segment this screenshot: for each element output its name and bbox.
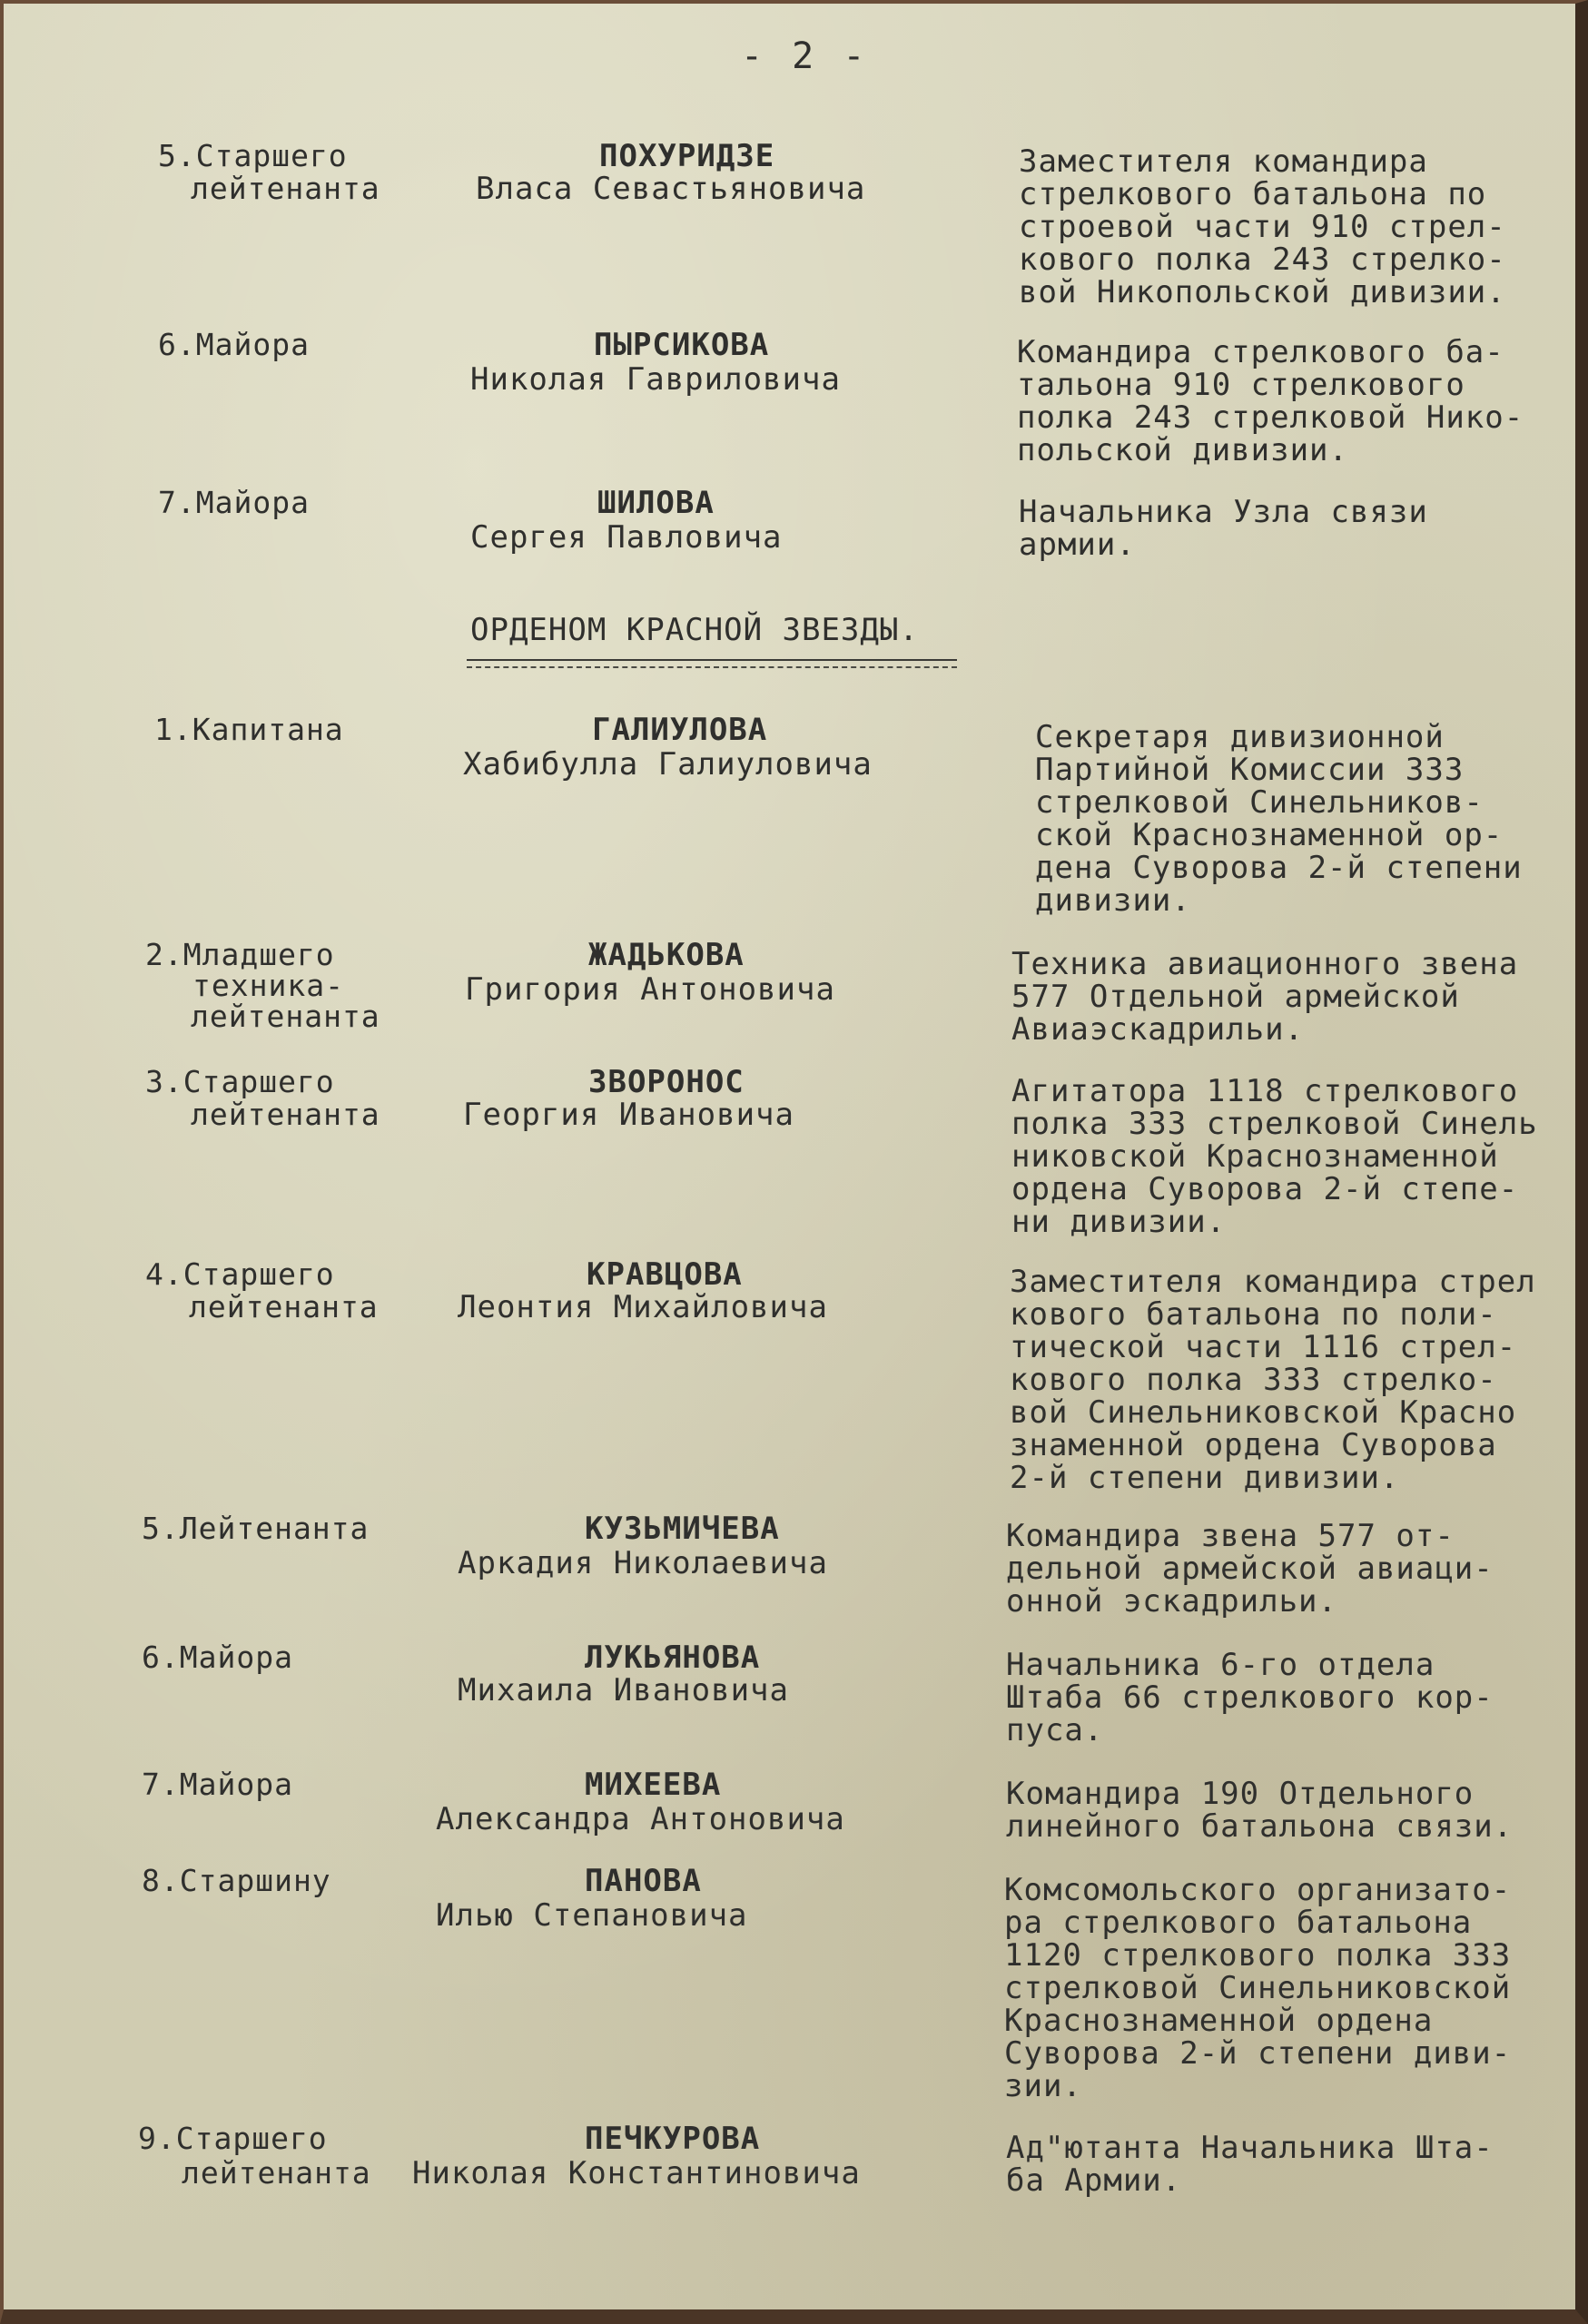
entry-position: стрелкового батальона по bbox=[1019, 176, 1487, 212]
entry-surname: ПОХУРИДЗЕ bbox=[599, 138, 775, 174]
entry-position: линейного батальона связи. bbox=[1006, 1808, 1514, 1845]
entry-position: Командира звена 577 от- bbox=[1006, 1518, 1455, 1554]
entry-surname: ЗВОРОНОС bbox=[588, 1064, 745, 1100]
entry-given-name: Николая Константиновича bbox=[412, 2155, 861, 2191]
entry-position: кового полка 333 стрелко- bbox=[1010, 1362, 1497, 1398]
entry-position: Командира 190 Отдельного bbox=[1006, 1776, 1475, 1812]
entry-rank: 6.Майора bbox=[158, 327, 310, 362]
entry-position: тической части 1116 стрел- bbox=[1010, 1329, 1517, 1365]
entry-position: зии. bbox=[1004, 2068, 1082, 2104]
entry-given-name: Леонтия Михайловича bbox=[458, 1289, 828, 1325]
entry-position: Техника авиационного звена bbox=[1011, 946, 1519, 982]
entry-rank: лейтенанта bbox=[189, 1289, 379, 1324]
entry-position: ордена Суворова 2-й степе- bbox=[1011, 1171, 1519, 1207]
entry-position: Агитатора 1118 стрелкового bbox=[1011, 1073, 1519, 1109]
entry-given-name: Григория Антоновича bbox=[465, 971, 835, 1008]
entry-surname: МИХЕЕВА bbox=[585, 1767, 722, 1803]
entry-rank: 8.Старшину bbox=[142, 1863, 331, 1898]
entry-rank: 5.Лейтенанта bbox=[142, 1511, 370, 1546]
entry-surname: ЖАДЬКОВА bbox=[588, 937, 745, 973]
entry-rank: 7.Майора bbox=[158, 485, 310, 520]
entry-surname: ПАНОВА bbox=[585, 1863, 702, 1899]
heading-underline bbox=[467, 666, 957, 668]
entry-position: 1120 стрелкового полка 333 bbox=[1004, 1937, 1512, 1974]
entry-position: Партийной Комиссии 333 bbox=[1035, 752, 1465, 788]
entry-rank: 5.Старшего bbox=[158, 138, 348, 173]
entry-position: полка 333 стрелковой Синель bbox=[1011, 1106, 1538, 1142]
entry-given-name: Илью Степановича bbox=[436, 1897, 748, 1934]
entry-position: Авиаэскадрильи. bbox=[1011, 1011, 1305, 1048]
entry-position: Секретаря дивизионной bbox=[1035, 719, 1445, 755]
entry-given-name: Аркадия Николаевича bbox=[458, 1545, 828, 1581]
entry-surname: КУЗЬМИЧЕВА bbox=[585, 1511, 780, 1547]
entry-rank: 6.Майора bbox=[142, 1640, 293, 1675]
entry-position: Суворова 2-й степени диви- bbox=[1004, 2035, 1512, 2072]
entry-position: польской дивизии. bbox=[1017, 432, 1348, 468]
entry-position: Заместителя командира стрел bbox=[1010, 1264, 1536, 1300]
entry-position: стрелковой Синельниковской bbox=[1004, 1970, 1512, 2006]
entry-given-name: Александра Антоновича bbox=[436, 1801, 845, 1837]
entry-position: ра стрелкового батальона bbox=[1004, 1905, 1473, 1941]
entry-surname: ПЕЧКУРОВА bbox=[585, 2121, 761, 2157]
entry-given-name: Николая Гавриловича bbox=[470, 361, 841, 398]
entry-position: Начальника Узла связи bbox=[1019, 494, 1428, 530]
entry-surname: ЛУКЬЯНОВА bbox=[585, 1640, 761, 1676]
entry-position: кового полка 243 стрелко- bbox=[1019, 241, 1506, 278]
entry-position: Командира стрелкового ба- bbox=[1017, 334, 1504, 370]
entry-rank: 9.Старшего bbox=[138, 2121, 328, 2156]
entry-rank: лейтенанта bbox=[182, 2155, 371, 2191]
entry-position: дивизии. bbox=[1035, 882, 1191, 919]
entry-rank: 3.Старшего bbox=[145, 1064, 335, 1099]
entry-rank: 1.Капитана bbox=[154, 712, 344, 747]
entry-position: армии. bbox=[1019, 527, 1136, 563]
entry-position: никовской Краснознаменной bbox=[1011, 1138, 1499, 1175]
entry-position: 577 Отдельной армейской bbox=[1011, 979, 1460, 1015]
entry-surname: ГАЛИУЛОВА bbox=[592, 712, 768, 748]
entry-position: ни дивизии. bbox=[1011, 1204, 1227, 1240]
entry-position: Ад"ютанта Начальника Шта- bbox=[1006, 2130, 1494, 2166]
entry-position: Заместителя командира bbox=[1019, 143, 1428, 180]
entry-surname: КРАВЦОВА bbox=[587, 1256, 743, 1293]
entry-position: стрелковой Синельников- bbox=[1035, 784, 1484, 821]
entry-position: вой Синельниковской Красно bbox=[1010, 1394, 1517, 1431]
entry-given-name: Георгия Ивановича bbox=[463, 1097, 794, 1133]
entry-rank: лейтенанта bbox=[191, 171, 380, 206]
entry-position: Начальника 6-го отдела bbox=[1006, 1647, 1435, 1683]
entry-rank: 4.Старшего bbox=[145, 1256, 335, 1292]
entry-surname: ПЫРСИКОВА bbox=[594, 327, 770, 363]
entry-position: ской Краснознаменной ор- bbox=[1035, 817, 1504, 853]
entry-position: пуса. bbox=[1006, 1712, 1104, 1748]
entry-position: знаменной ордена Суворова bbox=[1010, 1427, 1497, 1463]
page-number: - 2 - bbox=[741, 35, 869, 77]
entry-position: Комсомольского организато- bbox=[1004, 1872, 1512, 1908]
entry-position: дельной армейской авиаци- bbox=[1006, 1551, 1494, 1587]
entry-position: вой Никопольской дивизии. bbox=[1019, 274, 1506, 310]
entry-rank: лейтенанта bbox=[191, 1097, 380, 1132]
entry-given-name: Сергея Павловича bbox=[470, 519, 783, 556]
entry-position: ба Армии. bbox=[1006, 2162, 1182, 2199]
heading-underline bbox=[467, 659, 957, 661]
entry-position: кового батальона по поли- bbox=[1010, 1296, 1497, 1333]
entry-rank: лейтенанта bbox=[191, 999, 380, 1034]
entry-position: Штаба 66 стрелкового кор- bbox=[1006, 1679, 1494, 1716]
entry-position: дена Суворова 2-й степени bbox=[1035, 850, 1523, 886]
entry-given-name: Михаила Ивановича bbox=[458, 1672, 789, 1709]
entry-rank: 2.Младшего bbox=[145, 937, 335, 972]
entry-position: 2-й степени дивизии. bbox=[1010, 1460, 1400, 1496]
entry-position: онной эскадрильи. bbox=[1006, 1583, 1337, 1620]
section-heading: ОРДЕНОМ КРАСНОЙ ЗВЕЗДЫ. bbox=[470, 612, 919, 648]
entry-surname: ШИЛОВА bbox=[597, 485, 715, 521]
entry-rank: техника- bbox=[192, 968, 344, 1003]
entry-position: Краснознаменной ордена bbox=[1004, 2003, 1434, 2039]
entry-position: полка 243 стрелковой Нико- bbox=[1017, 399, 1524, 436]
entry-position: строевой части 910 стрел- bbox=[1019, 209, 1506, 245]
entry-given-name: Хабибулла Галиуловича bbox=[463, 746, 873, 783]
entry-rank: 7.Майора bbox=[142, 1767, 293, 1802]
entry-given-name: Власа Севастьяновича bbox=[476, 171, 866, 207]
entry-position: тальона 910 стрелкового bbox=[1017, 367, 1465, 403]
